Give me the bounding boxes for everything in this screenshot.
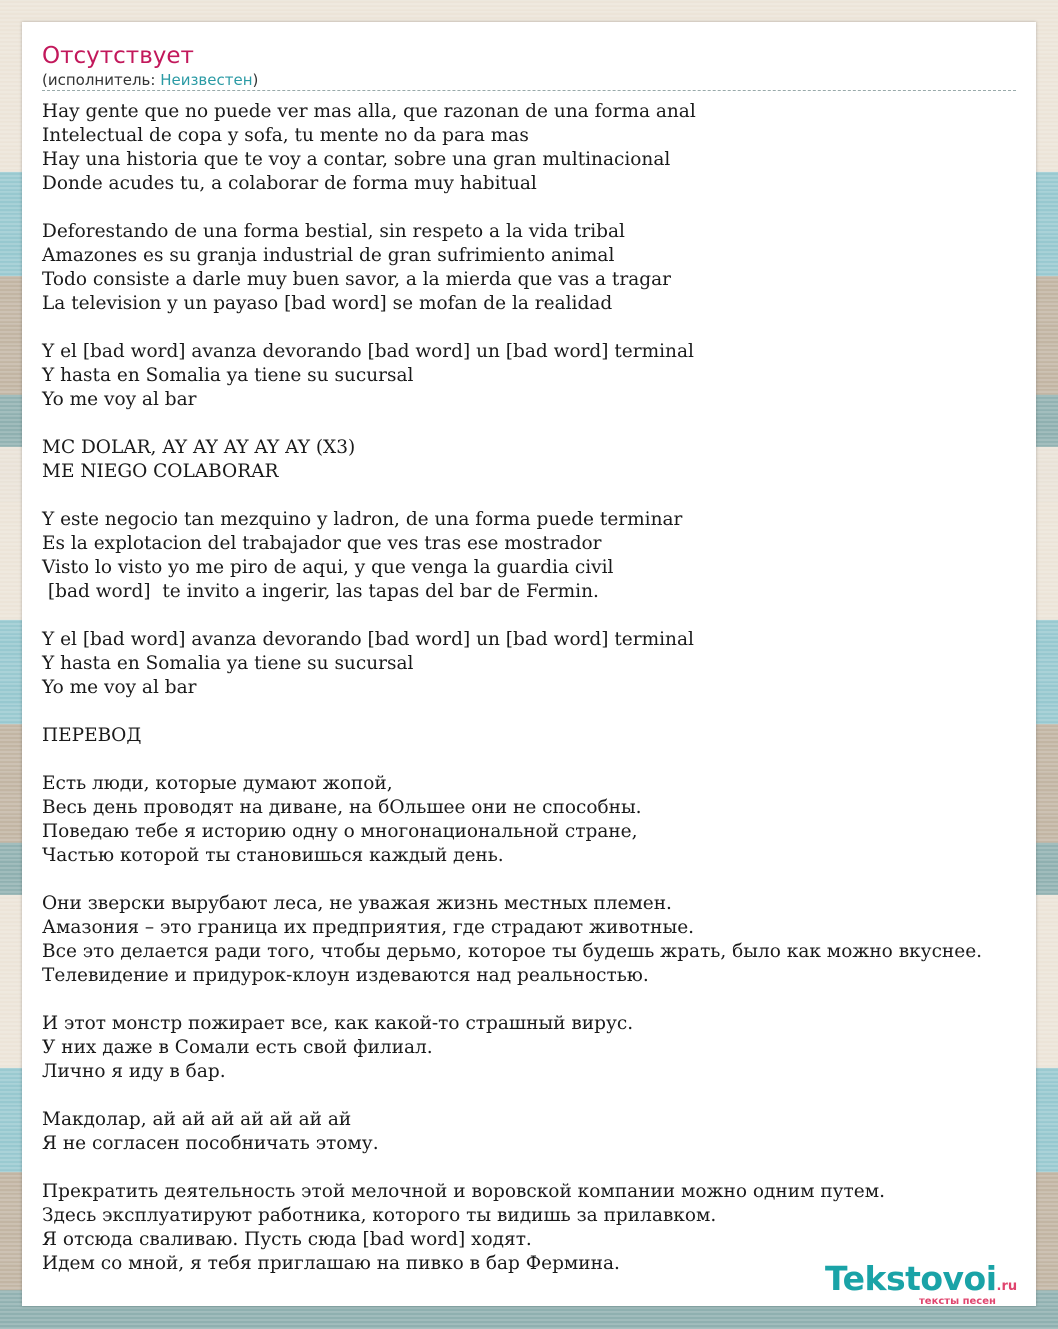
- lyric-line: Y hasta en Somalia ya tiene su sucursal: [42, 365, 414, 386]
- lyric-line: Donde acudes tu, a colaborar de forma muy habitual: [42, 173, 537, 194]
- lyric-line: Yo me voy al bar: [42, 677, 197, 698]
- lyric-line: Yo me voy al bar: [42, 389, 197, 410]
- lyric-line: Здесь эксплуатируют работника, которого ты видишь за прилавком.: [42, 1205, 717, 1226]
- song-title: Отсутствует: [42, 43, 194, 69]
- lyric-line: Deforestando de una forma bestial, sin respeto a la vida tribal: [42, 221, 625, 242]
- lyric-line: Visto lo visto yo me piro de aqui, y que venga la guardia civil: [42, 557, 614, 578]
- lyric-line: Y el [bad word] avanza devorando [bad word] un [bad word] terminal: [42, 629, 694, 650]
- lyric-line: Телевидение и придурок-клоун издеваются над реальностью.: [42, 965, 649, 986]
- lyric-line: Y el [bad word] avanza devorando [bad word] un [bad word] terminal: [42, 341, 694, 362]
- artist-line: [42, 71, 1016, 91]
- lyric-line: Амазония – это граница их предприятия, где страдают животные.: [42, 917, 695, 938]
- lyric-line: ПЕРЕВОД: [42, 725, 142, 746]
- lyric-line: Частью которой ты становишься каждый день.: [42, 845, 504, 866]
- lyric-line: Лично я иду в бар.: [42, 1061, 226, 1082]
- lyric-line: La television y un payaso [bad word] se mofan de la realidad: [42, 293, 613, 314]
- lyric-line: У них даже в Сомали есть свой филиал.: [42, 1037, 433, 1058]
- logo-name: Tekstovoi: [825, 1259, 997, 1298]
- artist-suffix: ): [252, 71, 259, 89]
- site-logo[interactable]: [825, 1259, 1018, 1307]
- lyric-line: Hay una historia que te voy a contar, sobre una gran multinacional: [42, 149, 671, 170]
- lyric-line: Todo consiste a darle muy buen savor, a la mierda que vas a tragar: [42, 269, 671, 290]
- logo-tagline: тексты песен: [919, 1296, 996, 1307]
- artist-prefix: (исполнитель:: [42, 71, 161, 89]
- lyric-line: MC DOLAR, AY AY AY AY AY (X3): [42, 437, 356, 458]
- lyric-line: Я не согласен пособничать этому.: [42, 1133, 379, 1154]
- artist-link[interactable]: Неизвестен: [160, 71, 253, 89]
- lyric-line: Y este negocio tan mezquino y ladron, de una forma puede terminar: [42, 509, 683, 530]
- lyric-line: [bad word] te invito a ingerir, las tapas del bar de Fermin.: [42, 581, 599, 602]
- lyric-line: Прекратить деятельность этой мелочной и воровской компании можно одним путем.: [42, 1181, 886, 1202]
- lyric-line: Amazones es su granja industrial de gran sufrimiento animal: [42, 245, 615, 266]
- lyric-line: Я отсюда сваливаю. Пусть сюда [bad word] ходят.: [42, 1229, 532, 1250]
- lyric-line: И этот монстр пожирает все, как какой-то страшный вирус.: [42, 1013, 634, 1034]
- lyric-line: Y hasta en Somalia ya tiene su sucursal: [42, 653, 414, 674]
- logo-tld: .ru: [996, 1279, 1018, 1294]
- lyric-line: Идем со мной, я тебя приглашаю на пивко в бар Фермина.: [42, 1253, 620, 1274]
- lyric-line: Все это делается ради того, чтобы дерьмо, которое ты будешь жрать, было как можно вкуснее.: [42, 941, 983, 962]
- lyric-line: Intelectual de copa y sofa, tu mente no da para mas: [42, 125, 529, 146]
- lyric-line: Hay gente que no puede ver mas alla, que razonan de una forma anal: [42, 101, 696, 122]
- lyric-line: Весь день проводят на диване, на бОльшее они не способны.: [42, 797, 642, 818]
- lyric-line: Они зверски вырубают леса, не уважая жизнь местных племен.: [42, 893, 672, 914]
- lyric-line: Макдолар, ай ай ай ай ай ай ай: [42, 1109, 352, 1130]
- lyrics-text: [42, 100, 1058, 1276]
- lyric-line: Поведаю тебе я историю одну о многонациональной стране,: [42, 821, 638, 842]
- lyric-line: Es la explotacion del trabajador que ves tras ese mostrador: [42, 533, 602, 554]
- lyric-line: Есть люди, которые думают жопой,: [42, 773, 393, 794]
- lyrics-card: [22, 22, 1036, 1306]
- lyric-line: ME NIEGO COLABORAR: [42, 461, 279, 482]
